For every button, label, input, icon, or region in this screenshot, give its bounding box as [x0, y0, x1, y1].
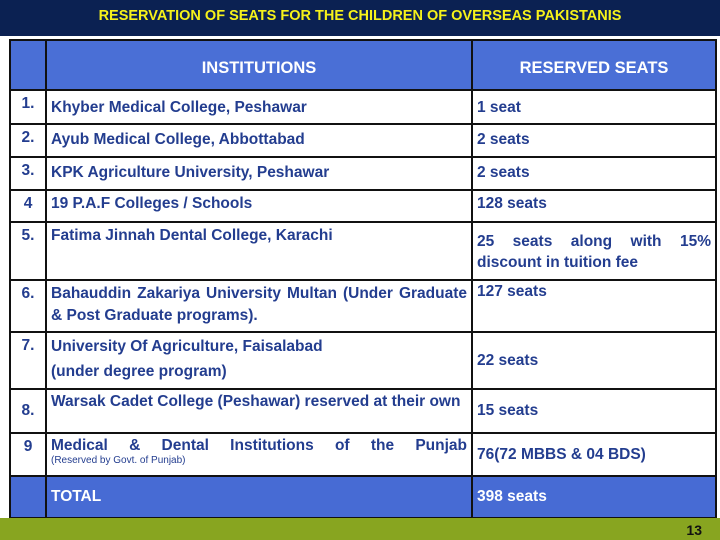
row-number: 8. — [10, 389, 46, 433]
page-title: RESERVATION OF SEATS FOR THE CHILDREN OF OVERSEAS PAKISTANIS — [98, 8, 622, 24]
institution-text: Warsak Cadet College (Peshawar) reserved at their own — [51, 393, 461, 410]
row-institution: Khyber Medical College, Peshawar — [46, 90, 472, 124]
row-seats: 1 seat — [472, 90, 716, 124]
table-row — [10, 222, 716, 280]
row-number: 3. — [10, 157, 46, 190]
table-row — [10, 90, 716, 124]
table-row — [10, 389, 716, 433]
total-seats: 398 seats — [472, 476, 716, 518]
footer-bar — [0, 518, 720, 540]
institution-text: Bahauddin Zakariya University Multan (Under Graduate & Post Graduate programs). — [51, 285, 467, 324]
table-row — [10, 433, 716, 476]
row-seats — [472, 222, 716, 280]
row-number: 6. — [10, 280, 46, 332]
row-seats: 127 seats — [472, 280, 716, 332]
row-institution: Ayub Medical College, Abbottabad — [46, 124, 472, 157]
row-seats: 128 seats — [472, 190, 716, 222]
table-header-row — [10, 40, 716, 90]
header-reserved-seats: RESERVED SEATS — [472, 40, 716, 90]
row-seats: 22 seats — [472, 332, 716, 389]
institution-note: (under degree program) — [51, 363, 227, 380]
table-row — [10, 190, 716, 222]
row-institution: KPK Agriculture University, Peshawar — [46, 157, 472, 190]
institution-text: Medical & Dental Institutions of the Punjab — [51, 437, 467, 454]
row-institution — [46, 433, 472, 476]
header-num-cell — [10, 40, 46, 90]
row-seats: 76(72 MBBS & 04 BDS) — [472, 433, 716, 476]
page-number: 13 — [686, 522, 702, 538]
seats-text: 25 seats along with 15% discount in tuition fee — [477, 233, 711, 271]
row-institution — [46, 389, 472, 433]
row-number: 5. — [10, 222, 46, 280]
row-seats: 15 seats — [472, 389, 716, 433]
institution-note: (Reserved by Govt. of Punjab) — [51, 455, 186, 466]
row-number: 2. — [10, 124, 46, 157]
row-institution: 19 P.A.F Colleges / Schools — [46, 190, 472, 222]
table-row — [10, 157, 716, 190]
table-row — [10, 280, 716, 332]
reservation-table — [9, 39, 717, 519]
table-row — [10, 124, 716, 157]
row-seats: 2 seats — [472, 157, 716, 190]
total-label: TOTAL — [46, 476, 472, 518]
total-row — [10, 476, 716, 518]
row-number: 9 — [10, 433, 46, 476]
table-row — [10, 332, 716, 389]
row-number: 7. — [10, 332, 46, 389]
row-seats: 2 seats — [472, 124, 716, 157]
total-num-cell — [10, 476, 46, 518]
row-number: 1. — [10, 90, 46, 124]
institution-text: University Of Agriculture, Faisalabad — [51, 338, 323, 355]
row-number: 4 — [10, 190, 46, 222]
row-institution — [46, 332, 472, 389]
row-institution: Fatima Jinnah Dental College, Karachi — [46, 222, 472, 280]
header-institutions: INSTITUTIONS — [46, 40, 472, 90]
row-institution — [46, 280, 472, 332]
